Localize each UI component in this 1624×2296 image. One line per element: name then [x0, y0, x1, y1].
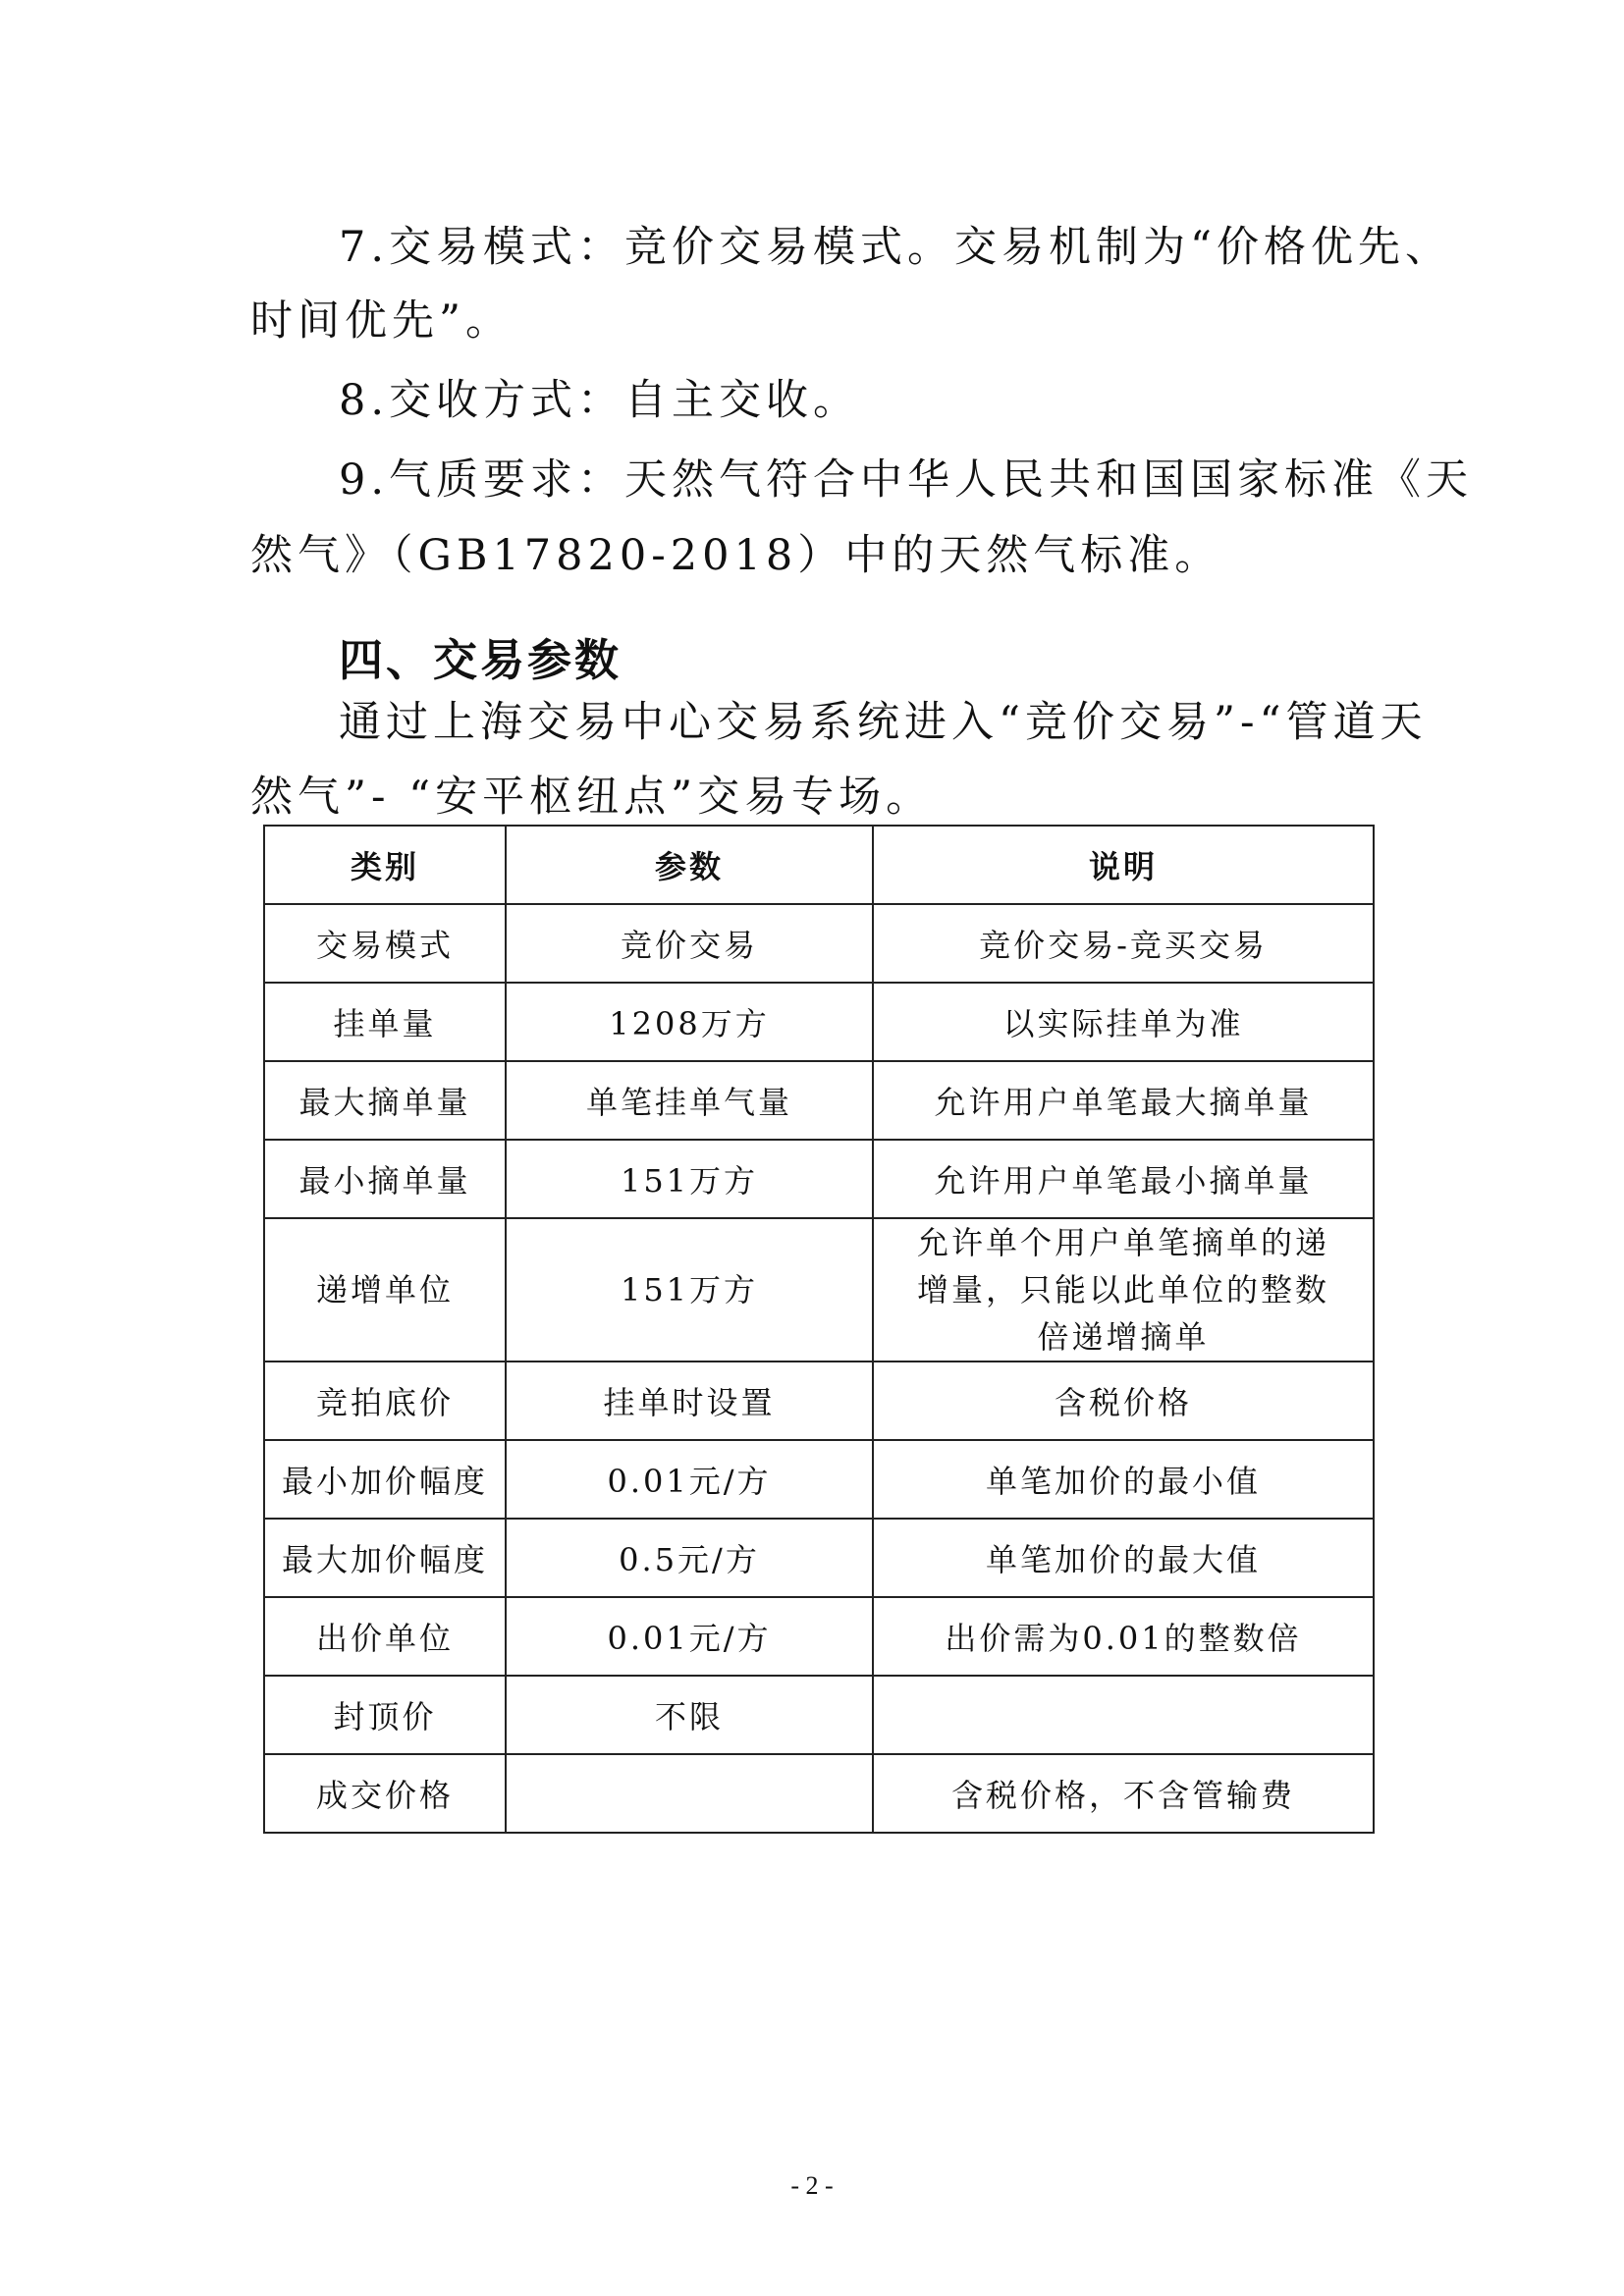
- cell-description: 允许用户单笔最小摘单量: [873, 1140, 1374, 1218]
- cell-category: 封顶价: [264, 1676, 506, 1754]
- paragraph-7-line-2: 时间优先”。: [250, 296, 513, 346]
- table-row: [264, 1440, 1374, 1519]
- cell-parameter: 挂单时设置: [506, 1362, 873, 1440]
- table-row: [264, 904, 1374, 983]
- header-parameter: 参数: [506, 826, 873, 904]
- cell-parameter: [506, 1754, 873, 1833]
- cell-parameter: 不限: [506, 1676, 873, 1754]
- cell-category: 最小加价幅度: [264, 1440, 506, 1519]
- table-row: [264, 1140, 1374, 1218]
- paragraph-8: 8.交收方式：自主交收。: [339, 376, 861, 425]
- cell-description: 含税价格: [873, 1362, 1374, 1440]
- trading-parameters-table: [263, 825, 1375, 1834]
- section-intro-line-2: 然气”- “安平枢纽点”交易专场。: [250, 773, 934, 822]
- cell-description: 出价需为0.01的整数倍: [873, 1597, 1374, 1676]
- cell-category: 交易模式: [264, 904, 506, 983]
- cell-category: 出价单位: [264, 1597, 506, 1676]
- table-row: [264, 1676, 1374, 1754]
- header-category: 类别: [264, 826, 506, 904]
- cell-category: 成交价格: [264, 1754, 506, 1833]
- cell-description: 允许用户单笔最大摘单量: [873, 1061, 1374, 1140]
- cell-category: 竞拍底价: [264, 1362, 506, 1440]
- cell-category: 最大加价幅度: [264, 1519, 506, 1597]
- paragraph-9-line-1: 9.气质要求：天然气符合中华人民共和国国家标准《天: [339, 455, 1474, 505]
- section-intro-line-1: 通过上海交易中心交易系统进入“竞价交易”-“管道天: [339, 698, 1428, 747]
- cell-parameter: 0.5元/方: [506, 1519, 873, 1597]
- cell-parameter: 1208万方: [506, 983, 873, 1061]
- cell-description: 竞价交易-竞买交易: [873, 904, 1374, 983]
- cell-parameter: 0.01元/方: [506, 1597, 873, 1676]
- cell-category: 最小摘单量: [264, 1140, 506, 1218]
- section-heading: 四、交易参数: [339, 634, 623, 686]
- cell-parameter: 151万方: [506, 1140, 873, 1218]
- table-row: [264, 983, 1374, 1061]
- cell-description: 单笔加价的最小值: [873, 1440, 1374, 1519]
- cell-description: 含税价格，不含管输费: [873, 1754, 1374, 1833]
- cell-description: 以实际挂单为准: [873, 983, 1374, 1061]
- header-description: 说明: [873, 826, 1374, 904]
- table-row: [264, 1754, 1374, 1833]
- table-row: [264, 1218, 1374, 1362]
- cell-category: 最大摘单量: [264, 1061, 506, 1140]
- cell-parameter: 0.01元/方: [506, 1440, 873, 1519]
- cell-parameter: 单笔挂单气量: [506, 1061, 873, 1140]
- cell-parameter: 竞价交易: [506, 904, 873, 983]
- cell-parameter: 151万方: [506, 1218, 873, 1362]
- table-row: [264, 1362, 1374, 1440]
- table-header-row: [264, 826, 1374, 904]
- cell-category: 递增单位: [264, 1218, 506, 1362]
- paragraph-7-line-1: 7.交易模式：竞价交易模式。交易机制为“价格优先、: [339, 223, 1453, 272]
- table-row: [264, 1061, 1374, 1140]
- cell-description: 单笔加价的最大值: [873, 1519, 1374, 1597]
- cell-description: 允许单个用户单笔摘单的递增量，只能以此单位的整数倍递增摘单: [873, 1218, 1374, 1362]
- page-number: - 2 -: [790, 2171, 834, 2200]
- table-row: [264, 1597, 1374, 1676]
- cell-description: [873, 1676, 1374, 1754]
- paragraph-9-line-2: 然气》（GB17820-2018）中的天然气标准。: [250, 531, 1222, 580]
- table-row: [264, 1519, 1374, 1597]
- cell-category: 挂单量: [264, 983, 506, 1061]
